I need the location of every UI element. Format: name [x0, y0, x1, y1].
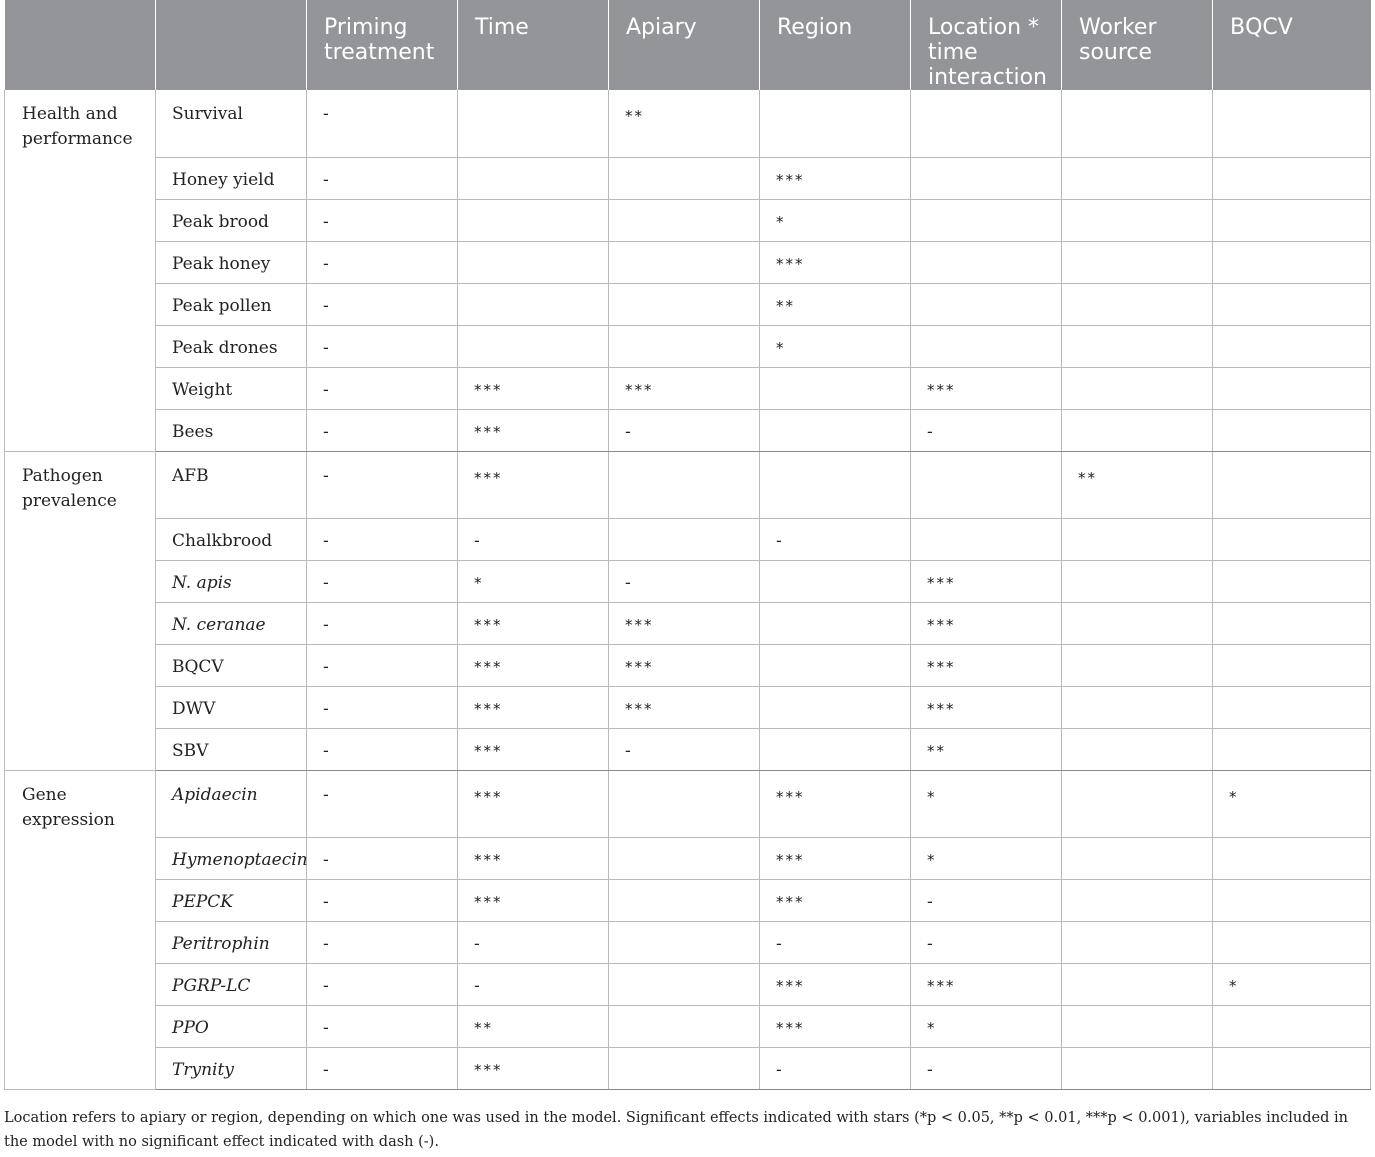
row-variable-name: Chalkbrood [156, 518, 307, 560]
table-row [5, 879, 1371, 921]
significance-cell: - [307, 921, 458, 963]
significance-cell: - [609, 560, 760, 602]
row-variable-name: Peak brood [156, 199, 307, 241]
table-row [5, 283, 1371, 325]
header-bqcv: BQCV [1213, 0, 1371, 90]
significance-cell: *** [458, 728, 609, 770]
header-apiary: Apiary [609, 0, 760, 90]
significance-cell: *** [458, 367, 609, 409]
table-header [5, 0, 1371, 90]
row-variable-name: Peak pollen [156, 283, 307, 325]
significance-cell: * [760, 199, 911, 241]
table-row [5, 837, 1371, 879]
significance-cell [1213, 409, 1371, 451]
header-worker-source: Worker source [1062, 0, 1213, 90]
table-row [5, 325, 1371, 367]
significance-cell: *** [458, 451, 609, 518]
significance-cell [1213, 837, 1371, 879]
significance-cell: * [760, 325, 911, 367]
significance-cell: ** [609, 90, 760, 157]
significance-cell: - [760, 1047, 911, 1089]
table-row [5, 157, 1371, 199]
significance-cell: - [307, 518, 458, 560]
significance-cell [609, 770, 760, 837]
significance-cell [1213, 1047, 1371, 1089]
significance-cell [1213, 283, 1371, 325]
significance-cell [1062, 560, 1213, 602]
significance-cell [1213, 241, 1371, 283]
row-variable-name: Hymenoptaecin [156, 837, 307, 879]
significance-cell: *** [911, 367, 1062, 409]
significance-cell [609, 921, 760, 963]
significance-cell [609, 325, 760, 367]
significance-cell [760, 728, 911, 770]
row-variable-name: SBV [156, 728, 307, 770]
header-group-cell [5, 0, 156, 90]
results-table-container [4, 0, 1370, 1090]
significance-cell [1062, 157, 1213, 199]
significance-cell: ** [911, 728, 1062, 770]
significance-cell [609, 1005, 760, 1047]
row-variable-name: N. apis [156, 560, 307, 602]
significance-cell [1062, 921, 1213, 963]
significance-cell: - [307, 644, 458, 686]
significance-cell [1062, 644, 1213, 686]
significance-cell [458, 241, 609, 283]
significance-cell: ** [458, 1005, 609, 1047]
significance-cell: * [911, 770, 1062, 837]
significance-cell [1062, 518, 1213, 560]
header-variable-cell [156, 0, 307, 90]
significance-cell [1213, 728, 1371, 770]
significance-cell [1213, 451, 1371, 518]
significance-cell: ** [1062, 451, 1213, 518]
significance-cell [1213, 1005, 1371, 1047]
table-row [5, 728, 1371, 770]
significance-cell: - [307, 90, 458, 157]
significance-cell: *** [458, 879, 609, 921]
row-variable-name: N. ceranae [156, 602, 307, 644]
significance-cell: *** [458, 770, 609, 837]
row-variable-name: Bees [156, 409, 307, 451]
significance-cell: - [609, 728, 760, 770]
significance-cell [1062, 241, 1213, 283]
significance-cell: - [307, 728, 458, 770]
table-row [5, 602, 1371, 644]
significance-cell: - [307, 879, 458, 921]
significance-cell [1213, 367, 1371, 409]
row-variable-name: PPO [156, 1005, 307, 1047]
significance-cell: *** [760, 241, 911, 283]
group-label: Gene expression [5, 770, 156, 1089]
significance-cell [1062, 1005, 1213, 1047]
row-variable-name: Peak honey [156, 241, 307, 283]
row-variable-name: PGRP-LC [156, 963, 307, 1005]
table-row [5, 367, 1371, 409]
significance-cell [609, 283, 760, 325]
significance-cell [458, 283, 609, 325]
significance-cell: - [911, 879, 1062, 921]
row-variable-name: Peak drones [156, 325, 307, 367]
significance-cell [609, 963, 760, 1005]
significance-cell [760, 451, 911, 518]
significance-cell: - [609, 409, 760, 451]
row-variable-name: BQCV [156, 644, 307, 686]
significance-cell: - [911, 409, 1062, 451]
significance-cell: *** [609, 602, 760, 644]
table-footnote: Location refers to apiary or region, depending on which one was used in the model. Significant effects indicated with stars (*p < 0.05, **p < 0.01, ***p < 0.001), variables included in the model with no significant effect indicated with dash (-). [4, 1110, 1348, 1150]
significance-cell [1062, 367, 1213, 409]
significance-cell [760, 560, 911, 602]
significance-cell [760, 367, 911, 409]
significance-cell: *** [760, 1005, 911, 1047]
significance-cell [760, 90, 911, 157]
significance-cell: *** [760, 157, 911, 199]
significance-cell [911, 241, 1062, 283]
significance-cell [458, 199, 609, 241]
significance-cell: *** [911, 644, 1062, 686]
significance-cell: - [307, 241, 458, 283]
row-variable-name: PEPCK [156, 879, 307, 921]
significance-cell [1213, 879, 1371, 921]
significance-cell [1062, 199, 1213, 241]
significance-cell: - [307, 963, 458, 1005]
significance-cell: - [307, 560, 458, 602]
significance-cell [1062, 325, 1213, 367]
significance-cell [1213, 686, 1371, 728]
significance-cell: * [1213, 770, 1371, 837]
table-row [5, 921, 1371, 963]
significance-cell [1213, 644, 1371, 686]
row-variable-name: Weight [156, 367, 307, 409]
significance-cell [609, 837, 760, 879]
significance-cell: - [307, 409, 458, 451]
significance-cell: - [911, 921, 1062, 963]
table-row [5, 560, 1371, 602]
significance-cell [760, 686, 911, 728]
significance-cell [911, 283, 1062, 325]
significance-cell [1213, 325, 1371, 367]
significance-cell: - [307, 1005, 458, 1047]
table-row [5, 1047, 1371, 1089]
significance-cell: ** [760, 283, 911, 325]
significance-cell [1062, 879, 1213, 921]
significance-cell: - [760, 518, 911, 560]
significance-cell [911, 157, 1062, 199]
header-time: Time [458, 0, 609, 90]
significance-cell: *** [458, 686, 609, 728]
significance-cell [1213, 157, 1371, 199]
significance-cell: *** [760, 963, 911, 1005]
significance-cell [1213, 199, 1371, 241]
significance-cell: - [307, 367, 458, 409]
significance-cell [1062, 1047, 1213, 1089]
table-row [5, 686, 1371, 728]
table-row [5, 451, 1371, 518]
significance-cell [1213, 90, 1371, 157]
significance-cell: * [1213, 963, 1371, 1005]
significance-cell: *** [760, 770, 911, 837]
row-variable-name: Survival [156, 90, 307, 157]
significance-cell: *** [911, 963, 1062, 1005]
significance-cell: *** [458, 602, 609, 644]
significance-cell [911, 90, 1062, 157]
row-variable-name: AFB [156, 451, 307, 518]
table-row [5, 90, 1371, 157]
header-location-time-interaction: Location * time interaction [911, 0, 1062, 90]
significance-cell: * [458, 560, 609, 602]
significance-cell: - [307, 451, 458, 518]
header-region: Region [760, 0, 911, 90]
significance-cell: *** [458, 644, 609, 686]
row-variable-name: Apidaecin [156, 770, 307, 837]
significance-cell [1213, 602, 1371, 644]
table-row [5, 518, 1371, 560]
header-row [5, 0, 1371, 90]
significance-cell [1062, 770, 1213, 837]
significance-cell [609, 157, 760, 199]
significance-cell [1062, 837, 1213, 879]
significance-cell [911, 518, 1062, 560]
group-label: Pathogen prevalence [5, 451, 156, 770]
row-variable-name: Peritrophin [156, 921, 307, 963]
significance-cell [911, 199, 1062, 241]
table-row [5, 963, 1371, 1005]
significance-cell [458, 325, 609, 367]
significance-cell [1062, 728, 1213, 770]
table-body [5, 90, 1371, 1089]
significance-cell [609, 241, 760, 283]
significance-cell: *** [458, 837, 609, 879]
significance-cell [609, 451, 760, 518]
significance-cell [609, 879, 760, 921]
table-row [5, 241, 1371, 283]
table-row [5, 409, 1371, 451]
significance-cell: *** [911, 602, 1062, 644]
significance-cell: *** [911, 686, 1062, 728]
significance-cell: *** [911, 560, 1062, 602]
significance-cell: - [458, 518, 609, 560]
significance-cell: * [911, 837, 1062, 879]
significance-cell: - [307, 602, 458, 644]
results-table [4, 0, 1371, 1090]
significance-cell: - [307, 157, 458, 199]
significance-cell [1062, 686, 1213, 728]
significance-cell: - [911, 1047, 1062, 1089]
significance-cell [609, 518, 760, 560]
header-priming-treatment: Priming treatment [307, 0, 458, 90]
significance-cell: *** [458, 1047, 609, 1089]
significance-cell: *** [458, 409, 609, 451]
significance-cell [911, 451, 1062, 518]
significance-cell: - [760, 921, 911, 963]
significance-cell: *** [760, 837, 911, 879]
significance-cell [1213, 921, 1371, 963]
significance-cell [760, 644, 911, 686]
significance-cell: - [307, 837, 458, 879]
significance-cell: - [458, 921, 609, 963]
significance-cell: *** [760, 879, 911, 921]
significance-cell: *** [609, 367, 760, 409]
significance-cell [760, 602, 911, 644]
table-row [5, 644, 1371, 686]
significance-cell [458, 157, 609, 199]
significance-cell [1062, 283, 1213, 325]
significance-cell [1062, 963, 1213, 1005]
row-variable-name: DWV [156, 686, 307, 728]
table-row [5, 770, 1371, 837]
significance-cell: *** [609, 686, 760, 728]
table-row [5, 1005, 1371, 1047]
significance-cell [458, 90, 609, 157]
significance-cell [609, 199, 760, 241]
significance-cell: - [307, 1047, 458, 1089]
significance-cell: - [307, 283, 458, 325]
significance-cell [1213, 518, 1371, 560]
significance-cell: - [458, 963, 609, 1005]
significance-cell [1062, 409, 1213, 451]
significance-cell [1062, 90, 1213, 157]
significance-cell [760, 409, 911, 451]
significance-cell: - [307, 325, 458, 367]
significance-cell [609, 1047, 760, 1089]
significance-cell: *** [609, 644, 760, 686]
significance-cell [1213, 560, 1371, 602]
row-variable-name: Honey yield [156, 157, 307, 199]
row-variable-name: Trynity [156, 1047, 307, 1089]
table-row [5, 199, 1371, 241]
significance-cell: - [307, 770, 458, 837]
significance-cell: - [307, 199, 458, 241]
significance-cell [1062, 602, 1213, 644]
significance-cell [911, 325, 1062, 367]
significance-cell: - [307, 686, 458, 728]
significance-cell: * [911, 1005, 1062, 1047]
group-label: Health and performance [5, 90, 156, 451]
